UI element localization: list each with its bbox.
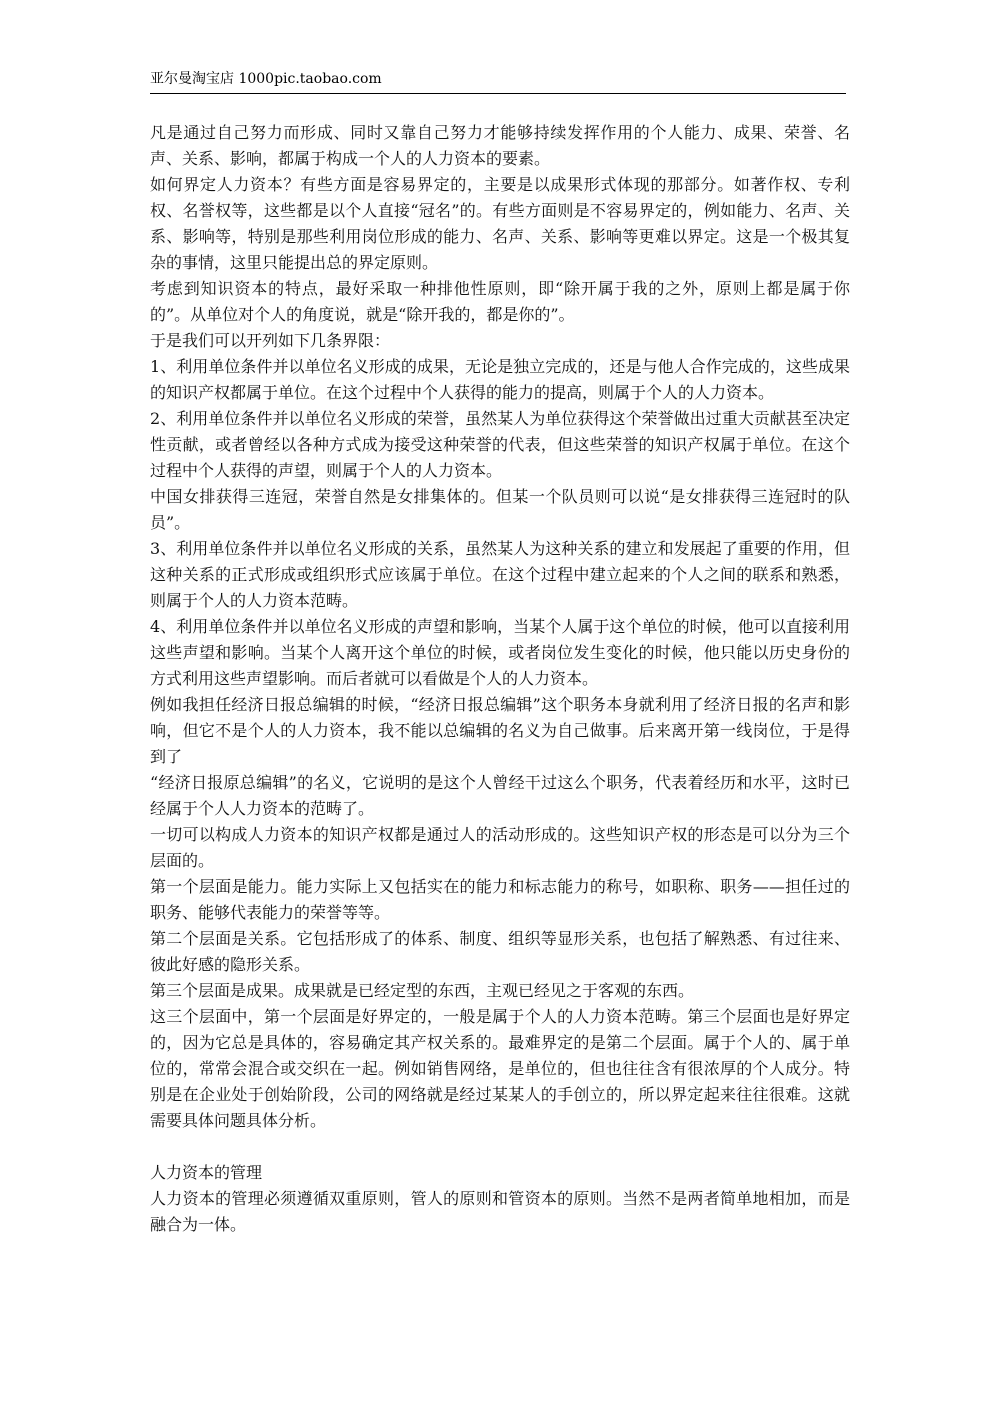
- paragraph: “经济日报原总编辑”的名义，它说明的是这个人曾经干过这么个职务，代表着经历和水平，这时已经属于个人人力资本的范畴了。: [150, 773, 850, 818]
- paragraph: 例如我担任经济日报总编辑的时候，“经济日报总编辑”这个职务本身就利用了经济日报的名声和影响，但它不是个人的人力资本，我不能以总编辑的名义为自己做事。后来离开第一线岗位，于是得到了: [150, 695, 850, 766]
- paragraph: 第二个层面是关系。它包括形成了的体系、制度、组织等显形关系，也包括了解熟悉、有过往来、彼此好感的隐形关系。: [150, 929, 850, 974]
- paragraph: 人力资本的管理必须遵循双重原则，管人的原则和管资本的原则。当然不是两者简单地相加，而是融合为一体。: [150, 1189, 850, 1234]
- paragraph: 中国女排获得三连冠，荣誉自然是女排集体的。但某一个队员则可以说“是女排获得三连冠时的队员”。: [150, 487, 850, 532]
- paragraph: 第一个层面是能力。能力实际上又包括实在的能力和标志能力的称号，如职称、职务——担任过的职务、能够代表能力的荣誉等等。: [150, 877, 850, 922]
- header-divider: [150, 93, 846, 94]
- paragraph: 第三个层面是成果。成果就是已经定型的东西，主观已经见之于客观的东西。: [150, 981, 695, 1000]
- paragraph: 2、利用单位条件并以单位名义形成的荣誉，虽然某人为单位获得这个荣誉做出过重大贡献甚至决定性贡献，或者曾经以各种方式成为接受这种荣誉的代表，但这些荣誉的知识产权属于单位。在这个过程中个人获得的声望，则属于个人的人力资本。: [150, 409, 850, 480]
- paragraph: 3、利用单位条件并以单位名义形成的关系，虽然某人为这种关系的建立和发展起了重要的作用，但这种关系的正式形成或组织形式应该属于单位。在这个过程中建立起来的个人之间的联系和熟悉，则属于个人的人力资本范畴。: [150, 539, 850, 610]
- paragraph: 凡是通过自己努力而形成、同时又靠自己努力才能够持续发挥作用的个人能力、成果、荣誉、名声、关系、影响，都属于构成一个人的人力资本的要素。: [150, 123, 850, 168]
- document-body: [150, 120, 850, 1238]
- paragraph: 考虑到知识资本的特点，最好采取一种排他性原则，即“除开属于我的之外，原则上都是属于你的”。从单位对个人的角度说，就是“除开我的，都是你的”。: [150, 279, 850, 324]
- paragraph: 如何界定人力资本？有些方面是容易界定的，主要是以成果形式体现的那部分。如著作权、专利权、名誉权等，这些都是以个人直接“冠名”的。有些方面则是不容易界定的，例如能力、名声、关系、影响等，特别是那些利用岗位形成的能力、名声、关系、影响等更难以界定。这是一个极其复杂的事情，这里只能提出总的界定原则。: [150, 175, 850, 272]
- paragraph: 1、利用单位条件并以单位名义形成的成果，无论是独立完成的，还是与他人合作完成的，这些成果的知识产权都属于单位。在这个过程中个人获得的能力的提高，则属于个人的人力资本。: [150, 357, 850, 402]
- paragraph: 于是我们可以开列如下几条界限：: [150, 331, 391, 350]
- paragraph: 一切可以构成人力资本的知识产权都是通过人的活动形成的。这些知识产权的形态是可以分为三个层面的。: [150, 825, 850, 870]
- section-heading: 人力资本的管理: [150, 1163, 263, 1182]
- paragraph: 4、利用单位条件并以单位名义形成的声望和影响，当某个人属于这个单位的时候，他可以直接利用这些声望和影响。当某个人离开这个单位的时候，或者岗位发生变化的时候，他只能以历史身份的方式利用这些声望影响。而后者就可以看做是个人的人力资本。: [150, 617, 850, 688]
- paragraph: 这三个层面中，第一个层面是好界定的，一般是属于个人的人力资本范畴。第三个层面也是好界定的，因为它总是具体的，容易确定其产权关系的。最难界定的是第二个层面。属于个人的、属于单位的，常常会混合或交织在一起。例如销售网络，是单位的，但也往往含有很浓厚的个人成分。特别是在企业处于创始阶段，公司的网络就是经过某某人的手创立的，所以界定起来往往很难。这就需要具体问题具体分析。: [150, 1007, 850, 1130]
- blank-line: [150, 1134, 850, 1160]
- page-header: 亚尔曼淘宝店 1000pic.taobao.com: [150, 71, 382, 87]
